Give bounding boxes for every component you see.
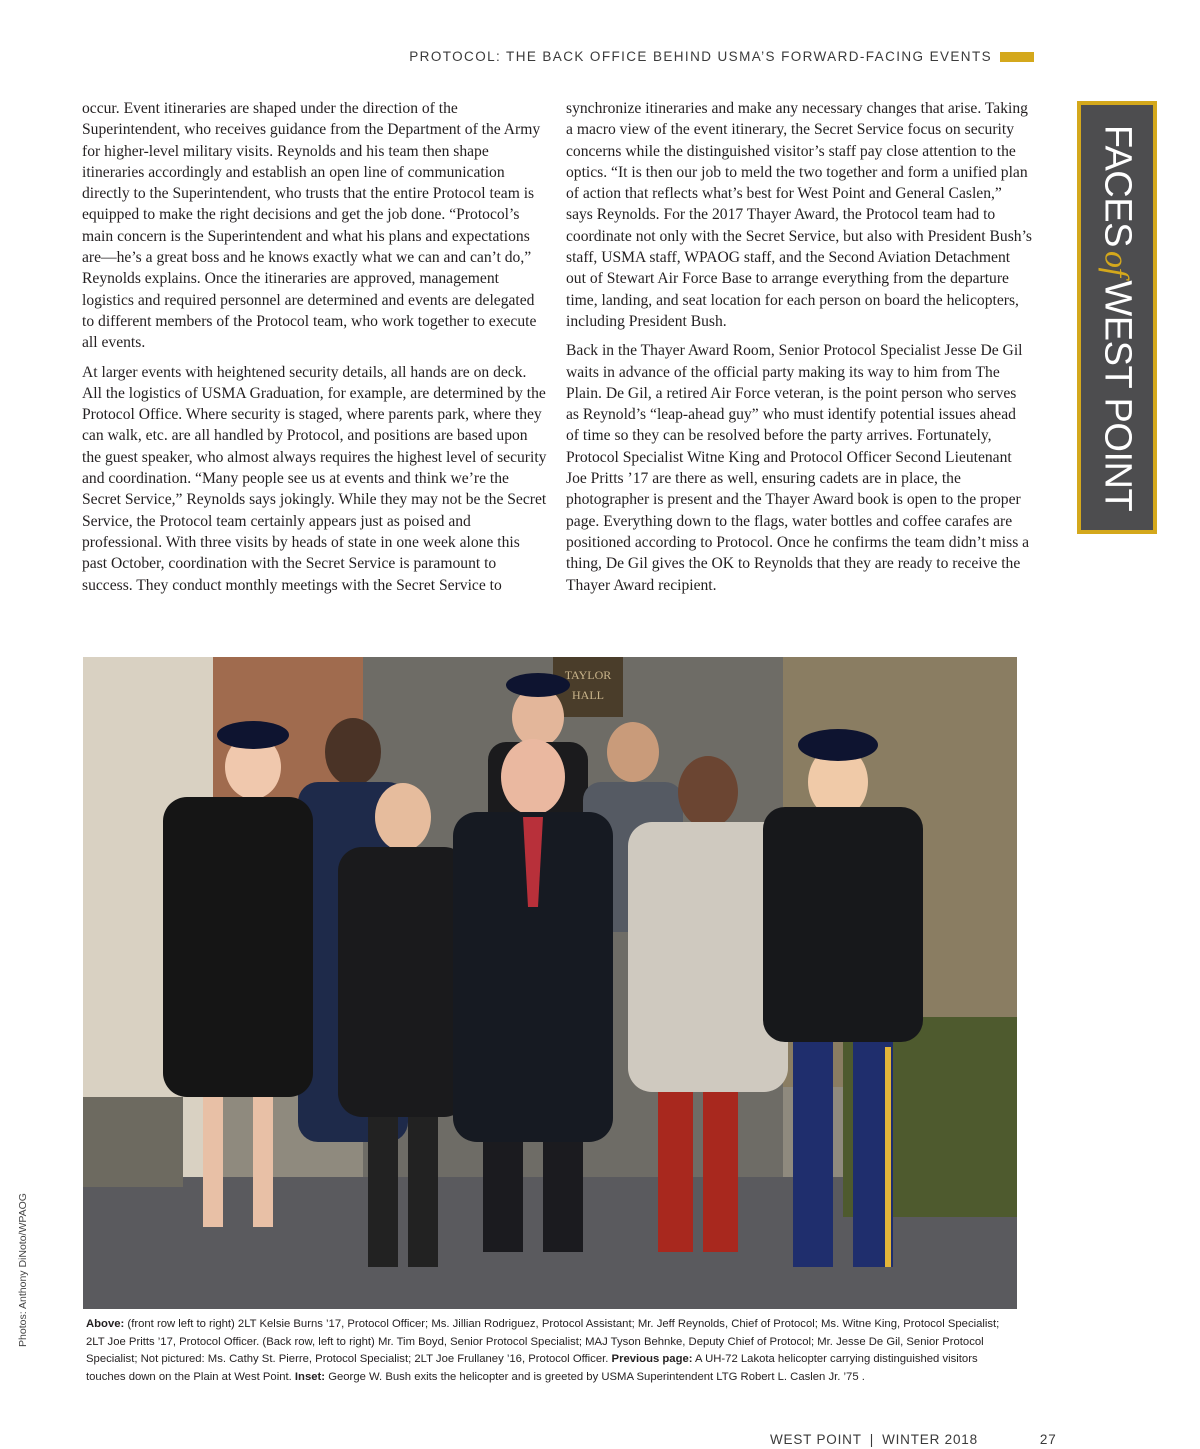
running-head-accent-bar xyxy=(1000,52,1034,62)
building-sign-line2: HALL xyxy=(572,688,604,702)
caption-inset-label: Inset: xyxy=(294,1371,326,1384)
section-tab-word-west-point: WEST POINT xyxy=(1096,279,1139,511)
photo-credit xyxy=(14,1193,32,1347)
section-tab-word-of: of xyxy=(1097,250,1135,276)
section-tab xyxy=(1077,101,1157,534)
section-tab-label xyxy=(1096,124,1139,510)
section-tab-word-faces: FACES xyxy=(1096,124,1139,247)
group-photo-illustration xyxy=(83,657,1017,1309)
article-column-right xyxy=(566,98,1032,604)
caption-previous-label: Previous page: xyxy=(611,1353,693,1366)
photo-caption xyxy=(86,1316,1016,1387)
caption-above-label: Above: xyxy=(86,1318,125,1330)
caption-previous-text: A UH-72 Lakota helicopter carrying distinguished visitors touches down on the Plain at West Point. xyxy=(86,1353,978,1384)
page-number: 27 xyxy=(1039,1432,1057,1447)
group-photo xyxy=(83,657,1017,1309)
article-paragraph: synchronize itineraries and make any necessary changes that arise. Taking a macro view of the event itinerary, the Secret Service focus on security concerns while the distinguished visitor’s staff pay close attention to the optics. “It is then our job to meld the two together and form a unified plan of action that reflects what’s best for West Point and General Caslen,” says Reynolds. For the 2017 Thayer Award, the Protocol team had to coordinate not only with the Secret Service, but also with President Bush’s staff, USMA staff, WPAOG staff, and the Second Aviation Detachment out of Stewart Air Force Base to arrange everything from the departure time, landing, and seat location for each person on board the helicopters, including President Bush. xyxy=(566,100,1032,330)
article-column-left xyxy=(82,98,548,604)
footer-publication: WEST POINT xyxy=(770,1432,862,1447)
article-paragraph: At larger events with heightened security details, all hands are on deck. All the logistics of USMA Graduation, for example, are determined by the Protocol Office. Where security is staged, where parents park, where they can walk, etc. are all handled by Protocol, and positions are based upon the guest speaker, who almost always requires the highest level of security and coordination. “Many people see us at events and think we’re the Secret Service,” Reynolds says jokingly. While they may not be the Secret Service, the Protocol team certainly appears just as poised and professional. With three visits by heads of state in one week alone this past October, coordination with the Secret Service is paramount to success. They conduct monthly meetings with the Secret Service to xyxy=(82,363,547,594)
article-paragraph: occur. Event itineraries are shaped under the direction of the Superintendent, who receives guidance from the Department of the Army for higher-level military visits. Reynolds and his team then shape itineraries accordingly and establish an open line of communication directly to the Superintendent, who trusts that the entire Protocol team is equipped to make the right decisions and get the job done. “Protocol’s main concern is the Superintendent and what his plans and expectations are—he’s a great boss and he knows exactly what we can and can’t do,” Reynolds explains. Once the itineraries are approved, management logistics and required personnel are determined and events are delegated to different members of the Protocol team, who work together to execute all events. xyxy=(82,100,541,352)
caption-inset-text: George W. Bush exits the helicopter and is greeted by USMA Superintendent LTG Robert L. Caslen Jr. ’75 . xyxy=(325,1371,865,1384)
running-head: PROTOCOL: THE BACK OFFICE BEHIND USMA’S FORWARD-FACING EVENTS xyxy=(409,49,992,64)
caption-above-text: (front row left to right) 2LT Kelsie Burns ’17, Protocol Officer; Ms. Jillian Rodriguez, Protocol Assistant; Mr. Jeff Reynolds, Chief of Protocol; Ms. Witne King, Protocol Specialist; 2LT Joe Pritts ’17, Protocol Officer. (Back row, left to right) Mr. Tim Boyd, Senior Protocol Specialist; MAJ Tyson Behnke, Deputy Chief of Protocol; Mr. Jesse De Gil, Senior Protocol Specialist; Not pictured: Ms. Cathy St. Pierre, Protocol Specialist; 2LT Joe Frullaney ’16, Protocol Officer. xyxy=(86,1318,1000,1366)
building-sign-line1: TAYLOR xyxy=(564,668,612,682)
photo-credit-text: Photos: Anthony DiNoto/WPAOG xyxy=(17,1193,29,1347)
article-paragraph: Back in the Thayer Award Room, Senior Protocol Specialist Jesse De Gil waits in advance of the official party making its way to him from The Plain. De Gil, a retired Air Force veteran, is the point person who serves as Reynold’s “leap-ahead guy” who must identify potential issues ahead of time so they can be resolved before the party arrives. Fortunately, Protocol Specialist Witne King and Protocol Officer Second Lieutenant Joe Pritts ’17 are there as well, ensuring cadets are in place, the photographer is present and the Thayer Award book is open to the proper page. Everything down to the flags, water bottles and coffee carafes are positioned according to Protocol. Once he confirms the team didn’t miss a thing, De Gil gives the OK to Reynolds that they are ready to receive the Thayer Award recipient. xyxy=(566,342,1030,594)
footer-issue: WINTER 2018 xyxy=(882,1432,978,1447)
page-footer xyxy=(770,1432,1057,1447)
footer-separator: | xyxy=(869,1432,875,1447)
